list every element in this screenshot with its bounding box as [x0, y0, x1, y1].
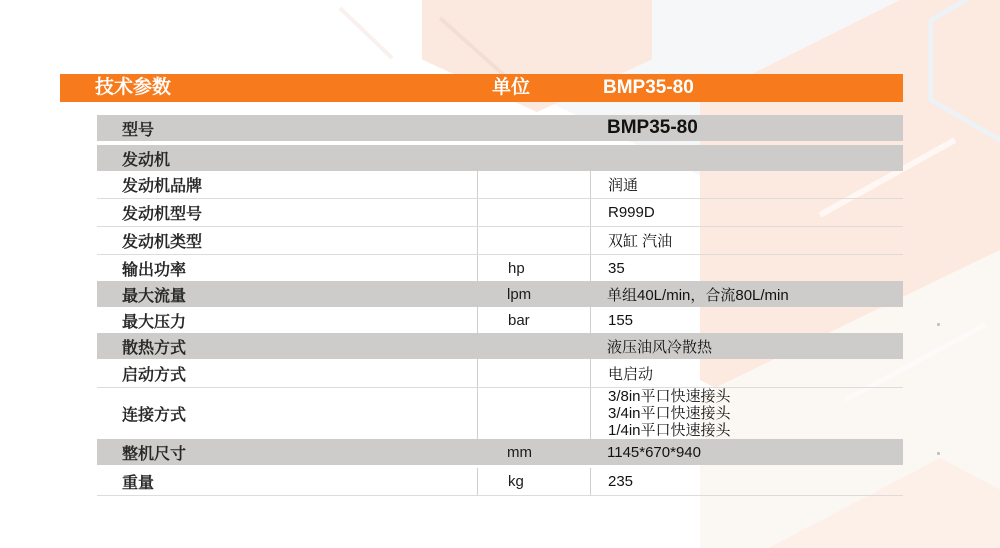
spec-table	[97, 115, 903, 496]
spec-unit	[477, 145, 590, 171]
spec-value: R999D	[590, 199, 903, 226]
connection-option: 3/8in平口快速接头	[608, 388, 731, 405]
spec-unit	[477, 388, 590, 439]
spec-unit	[477, 359, 590, 387]
spec-unit: lpm	[507, 285, 532, 303]
spec-value	[590, 388, 903, 439]
spec-unit	[477, 171, 590, 198]
spec-label: 整机尺寸	[122, 445, 187, 463]
spec-label: 连接方式	[122, 407, 187, 424]
table-header-bar	[60, 74, 903, 102]
spec-value: 液压油风冷散热	[607, 338, 713, 356]
spec-value: 润通	[590, 171, 903, 198]
spec-unit: mm	[507, 443, 532, 461]
spec-value: 双缸 汽油	[590, 227, 903, 254]
spec-label: 重量	[122, 475, 155, 492]
row-start-method	[97, 359, 903, 388]
spec-label: 最大压力	[122, 313, 187, 331]
row-model	[97, 115, 903, 141]
spec-label: 发动机型号	[122, 206, 203, 223]
row-connection-method	[97, 388, 903, 439]
spec-label: 最大流量	[122, 287, 187, 305]
spec-label: 散热方式	[122, 339, 187, 357]
row-output-power	[97, 255, 903, 281]
row-max-flow	[97, 281, 903, 307]
background-speck	[937, 452, 940, 455]
connection-option: 3/4in平口快速接头	[608, 405, 731, 422]
row-engine-section	[97, 145, 903, 171]
spec-unit	[477, 199, 590, 226]
spec-label: 型号	[122, 121, 155, 139]
connection-option: 1/4in平口快速接头	[608, 422, 731, 439]
background-speck	[937, 323, 940, 326]
spec-value: BMP35-80	[607, 117, 698, 138]
spec-label: 发动机品牌	[122, 178, 203, 195]
spec-unit: hp	[477, 255, 590, 281]
row-cooling-method	[97, 333, 903, 359]
spec-value: 电启动	[590, 359, 903, 387]
row-max-pressure	[97, 307, 903, 333]
row-weight	[97, 468, 903, 496]
spec-unit	[477, 115, 590, 141]
spec-value	[590, 145, 903, 171]
spec-unit	[477, 227, 590, 254]
spec-unit: kg	[477, 468, 590, 495]
row-engine-brand	[97, 171, 903, 199]
row-dimensions	[97, 439, 903, 465]
spec-label: 输出功率	[122, 261, 187, 279]
row-engine-type	[97, 227, 903, 255]
spec-value: 235	[590, 468, 903, 495]
unit-column-header: 单位	[492, 77, 531, 98]
model-column-header: BMP35-80	[603, 77, 694, 98]
spec-label: 发动机类型	[122, 234, 203, 251]
row-engine-model	[97, 199, 903, 227]
spec-unit	[477, 333, 590, 359]
spec-unit: bar	[477, 307, 590, 333]
spec-label: 发动机	[122, 151, 171, 169]
spec-value: 155	[590, 307, 903, 333]
table-title: 技术参数	[95, 77, 172, 98]
spec-value: 单组40L/min，合流80L/min	[607, 286, 789, 304]
spec-value: 35	[590, 255, 903, 281]
spec-value: 1145*670*940	[607, 443, 701, 461]
spec-label: 启动方式	[122, 366, 187, 384]
